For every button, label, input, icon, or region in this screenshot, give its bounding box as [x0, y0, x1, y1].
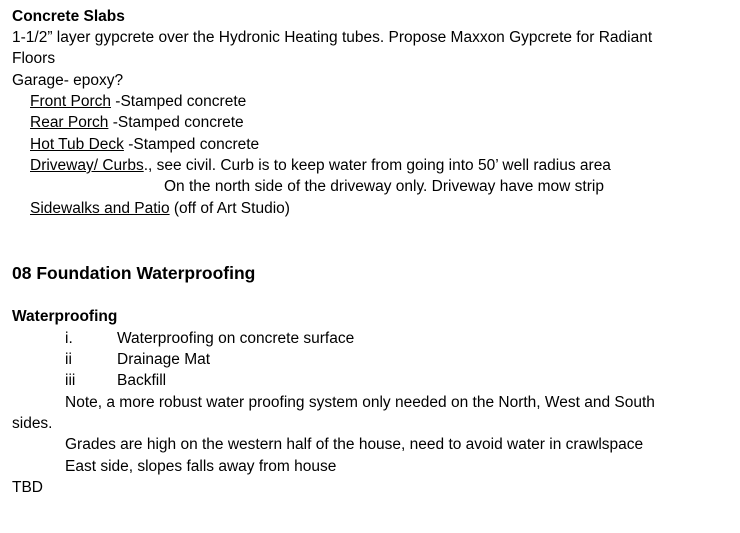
list-item: Backfill [117, 372, 167, 389]
waterproofing-note-line-2: sides. [12, 415, 53, 432]
item-label: Front Porch [30, 93, 111, 110]
gypcrete-paragraph-line-2: Floors [12, 50, 56, 67]
concrete-item-sidewalks-patio [30, 199, 290, 219]
item-label: Hot Tub Deck [30, 136, 124, 153]
foundation-waterproofing-heading: 08 Foundation Waterproofing [12, 263, 256, 283]
item-description: -Stamped concrete [108, 114, 244, 131]
concrete-item-front-porch [30, 92, 246, 112]
item-description: (off of Art Studio) [169, 200, 290, 217]
garage-note: Garage- epoxy? [12, 72, 124, 89]
list-item: Drainage Mat [117, 351, 211, 368]
item-description: -Stamped concrete [123, 136, 260, 153]
concrete-slabs-heading: Concrete Slabs [12, 8, 125, 25]
item-label: Sidewalks and Patio [30, 200, 170, 217]
list-marker: ii [65, 351, 72, 368]
concrete-item-driveway-curbs [30, 156, 611, 176]
list-marker: i. [65, 330, 73, 347]
item-description: -Stamped concrete [110, 93, 247, 110]
concrete-item-hot-tub-deck [30, 135, 259, 155]
item-label: Rear Porch [30, 114, 109, 131]
gypcrete-paragraph-line-1: 1-1/2” layer gypcrete over the Hydronic Heating tubes. Propose Maxxon Gypcrete for Radiant [12, 29, 653, 46]
driveway-continuation: On the north side of the driveway only. Driveway have mow strip [164, 178, 604, 195]
item-description: ., see civil. Curb is to keep water from going into 50’ well radius area [143, 157, 611, 174]
list-item: Waterproofing on concrete surface [117, 330, 355, 347]
waterproofing-heading: Waterproofing [12, 308, 118, 325]
list-marker: iii [65, 372, 76, 389]
concrete-item-rear-porch [30, 113, 244, 133]
grades-note: Grades are high on the western half of the house, need to avoid water in crawlspace [65, 436, 644, 453]
item-label: Driveway/ Curbs [30, 157, 144, 174]
waterproofing-note-line-1: Note, a more robust water proofing system only needed on the North, West and South [65, 394, 655, 411]
tbd-note: TBD [12, 479, 43, 496]
east-side-note: East side, slopes falls away from house [65, 458, 337, 475]
